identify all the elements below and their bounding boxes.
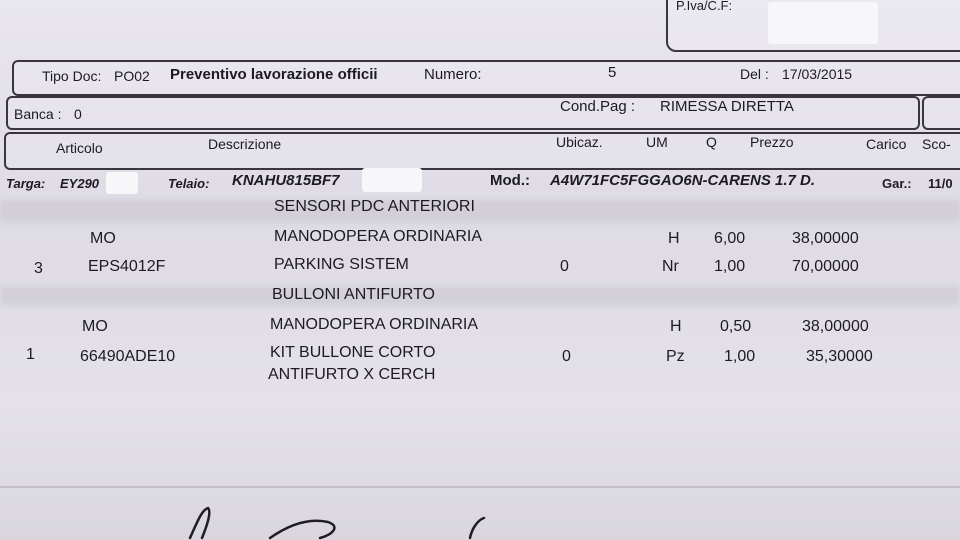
- row-3-code: EPS4012F: [88, 258, 166, 275]
- telaio-value: KNAHU815BF7: [232, 172, 340, 189]
- row-6-um: Pz: [666, 348, 685, 365]
- banca-value: 0: [74, 106, 82, 122]
- row-5-description: MANODOPERA ORDINARIA: [270, 316, 479, 333]
- targa-value: EY290: [60, 176, 100, 191]
- tipo-doc-label: Tipo Doc:: [42, 68, 102, 84]
- row-6-qty: 1: [26, 346, 35, 363]
- numero-label: Numero:: [424, 66, 482, 83]
- redacted-telaio: [362, 168, 422, 192]
- row-2-code: MO: [90, 230, 116, 247]
- row-3-prezzo: 70,00000: [792, 258, 859, 275]
- row-5-code: MO: [82, 318, 108, 335]
- column-header-box: [4, 132, 960, 170]
- numero-value: 5: [608, 64, 617, 81]
- tipo-doc-description: Preventivo lavorazione officii: [170, 66, 378, 83]
- tipo-doc-value: PO02: [114, 68, 150, 84]
- gar-label: Gar.:: [882, 176, 912, 191]
- row-2-q: 6,00: [714, 230, 746, 247]
- row-2-description: MANODOPERA ORDINARIA: [274, 228, 483, 245]
- row-3-q: 1,00: [714, 258, 746, 275]
- del-label: Del :: [740, 66, 769, 82]
- row-1-description: SENSORI PDC ANTERIORI: [274, 198, 475, 215]
- row-3-ubicaz: 0: [560, 258, 569, 275]
- banca-side-box: [922, 96, 960, 130]
- row-6-code: 66490ADE10: [80, 348, 176, 365]
- row-6-ubicaz: 0: [562, 348, 571, 365]
- row-4-description: BULLONI ANTIFURTO: [272, 286, 435, 303]
- targa-label: Targa:: [6, 176, 46, 191]
- row-6-q: 1,00: [724, 348, 756, 365]
- col-sconto: Sco-: [922, 136, 951, 152]
- mod-value: A4W71FC5FGGAO6N-CARENS 1.7 D.: [550, 172, 816, 189]
- col-prezzo: Prezzo: [750, 134, 794, 150]
- redacted-piva: [768, 2, 878, 44]
- row-6-description-line2: ANTIFURTO X CERCH: [268, 366, 436, 383]
- paper-fold-line: [0, 486, 960, 488]
- row-5-prezzo: 38,00000: [802, 318, 869, 335]
- banca-label: Banca :: [14, 106, 62, 122]
- gar-value: 11/0: [928, 176, 953, 191]
- row-2-um: H: [668, 230, 680, 247]
- row-5-um: H: [670, 318, 682, 335]
- redacted-targa: [106, 172, 138, 194]
- row-3-um: Nr: [662, 258, 679, 275]
- col-ubicaz: Ubicaz.: [556, 134, 603, 150]
- row-2-prezzo: 38,00000: [792, 230, 859, 247]
- col-carico: Carico: [866, 136, 907, 152]
- cond-pag-value: RIMESSA DIRETTA: [660, 98, 794, 115]
- piva-label: P.Iva/C.F:: [676, 0, 733, 13]
- print-band: [0, 200, 960, 222]
- telaio-label: Telaio:: [168, 176, 210, 191]
- row-3-description: PARKING SISTEM: [274, 256, 409, 273]
- row-3-qty: 3: [34, 260, 43, 277]
- row-6-description: KIT BULLONE CORTO: [270, 344, 436, 361]
- col-q: Q: [706, 134, 717, 150]
- print-band: [0, 286, 960, 306]
- cond-pag-label: Cond.Pag :: [560, 98, 636, 115]
- mod-label: Mod.:: [490, 172, 530, 189]
- row-5-q: 0,50: [720, 318, 752, 335]
- del-value: 17/03/2015: [782, 66, 853, 82]
- col-articolo: Articolo: [56, 140, 103, 156]
- col-descrizione: Descrizione: [208, 136, 282, 152]
- handwritten-signature: [150, 500, 510, 540]
- row-6-prezzo: 35,30000: [806, 348, 873, 365]
- col-um: UM: [646, 134, 668, 150]
